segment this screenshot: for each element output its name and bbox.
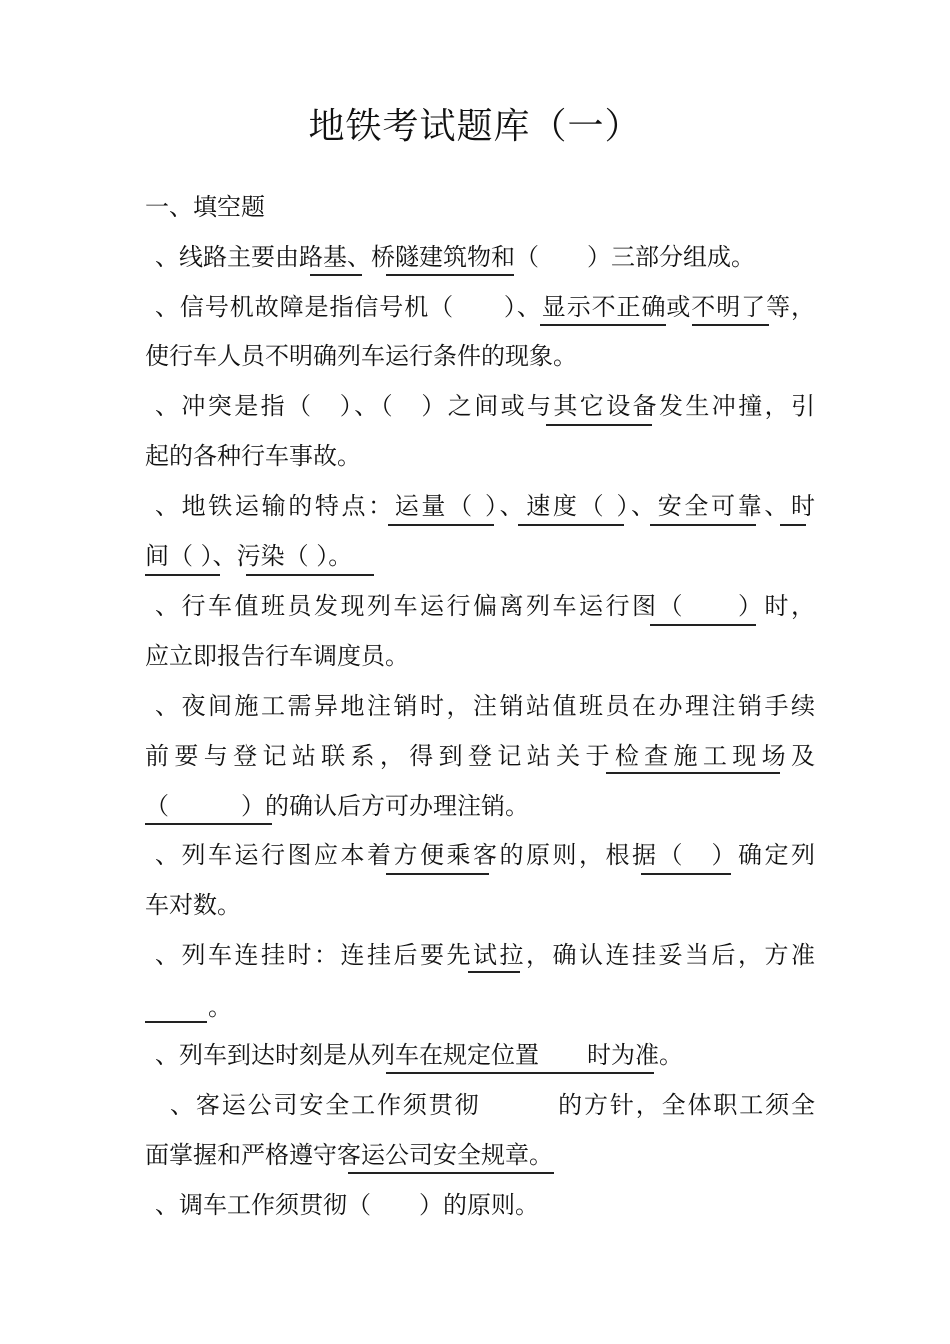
question-8-line-2: 。 bbox=[208, 993, 232, 1021]
question-7-line-1: 、列车运行图应本着方便乘客的原则，根据（ ）确定列 bbox=[155, 841, 815, 869]
question-10-line-1: 、客运公司安全工作须贯彻 的方针，全体职工须全 bbox=[170, 1091, 815, 1119]
question-5-line-2: 应立即报告行车调度员。 bbox=[145, 642, 409, 670]
underline-blank bbox=[518, 524, 624, 526]
underline-blank bbox=[641, 873, 731, 875]
underline-blank bbox=[246, 574, 374, 576]
underline-blank bbox=[650, 624, 756, 626]
underline-blank bbox=[606, 772, 780, 774]
underline-blank bbox=[692, 324, 769, 326]
question-2-line-1: 、信号机故障是指信号机（ ）、显示不正确或不明了等， bbox=[155, 293, 815, 321]
question-11: 、调车工作须贯彻（ ）的原则。 bbox=[155, 1191, 539, 1219]
question-3-line-1: 、冲突是指（ ）、（ ）之间或与其它设备发生冲撞，引 bbox=[155, 392, 815, 420]
question-6-line-2: 前要与登记站联系，得到登记站关于检查施工现场及 bbox=[145, 742, 815, 770]
question-3-line-2: 起的各种行车事故。 bbox=[145, 442, 361, 470]
underline-blank bbox=[650, 524, 756, 526]
question-9: 、列车到达时刻是从列车在规定位置 时为准。 bbox=[155, 1041, 683, 1069]
underline-blank bbox=[388, 524, 494, 526]
question-4-line-2: 间（ ）、污染（ ）。 bbox=[145, 542, 353, 570]
underline-blank bbox=[145, 823, 272, 825]
section-heading: 一、填空题 bbox=[145, 193, 265, 221]
underline-blank bbox=[546, 424, 652, 426]
underline-blank bbox=[386, 274, 514, 276]
page-title: 地铁考试题库（一） bbox=[308, 106, 642, 147]
underline-blank bbox=[386, 873, 489, 875]
question-2-line-2: 使行车人员不明确列车运行条件的现象。 bbox=[145, 342, 577, 370]
question-1: 、线路主要由路基、桥隧建筑物和（ ）三部分组成。 bbox=[155, 243, 755, 271]
question-5-line-1: 、行车值班员发现列车运行偏离列车运行图（ ）时， bbox=[155, 592, 815, 620]
question-4-line-1: 、地铁运输的特点：运量（ ）、速度（ ）、安全可靠、时 bbox=[155, 492, 815, 520]
underline-blank bbox=[780, 524, 806, 526]
underline-blank bbox=[348, 1172, 554, 1174]
underline-blank bbox=[540, 324, 666, 326]
question-10-line-2: 面掌握和严格遵守客运公司安全规章。 bbox=[145, 1141, 553, 1169]
underline-blank bbox=[145, 574, 220, 576]
underline-blank bbox=[468, 971, 520, 973]
question-6-line-3: （ ）的确认后方可办理注销。 bbox=[145, 792, 529, 820]
question-8-line-1: 、列车连挂时：连挂后要先试拉，确认连挂妥当后，方准 bbox=[155, 941, 815, 969]
underline-blank bbox=[310, 274, 362, 276]
question-7-line-2: 车对数。 bbox=[145, 891, 241, 919]
underline-blank bbox=[145, 1021, 207, 1023]
question-6-line-1: 、夜间施工需异地注销时，注销站值班员在办理注销手续 bbox=[155, 692, 815, 720]
underline-blank bbox=[386, 1072, 654, 1074]
